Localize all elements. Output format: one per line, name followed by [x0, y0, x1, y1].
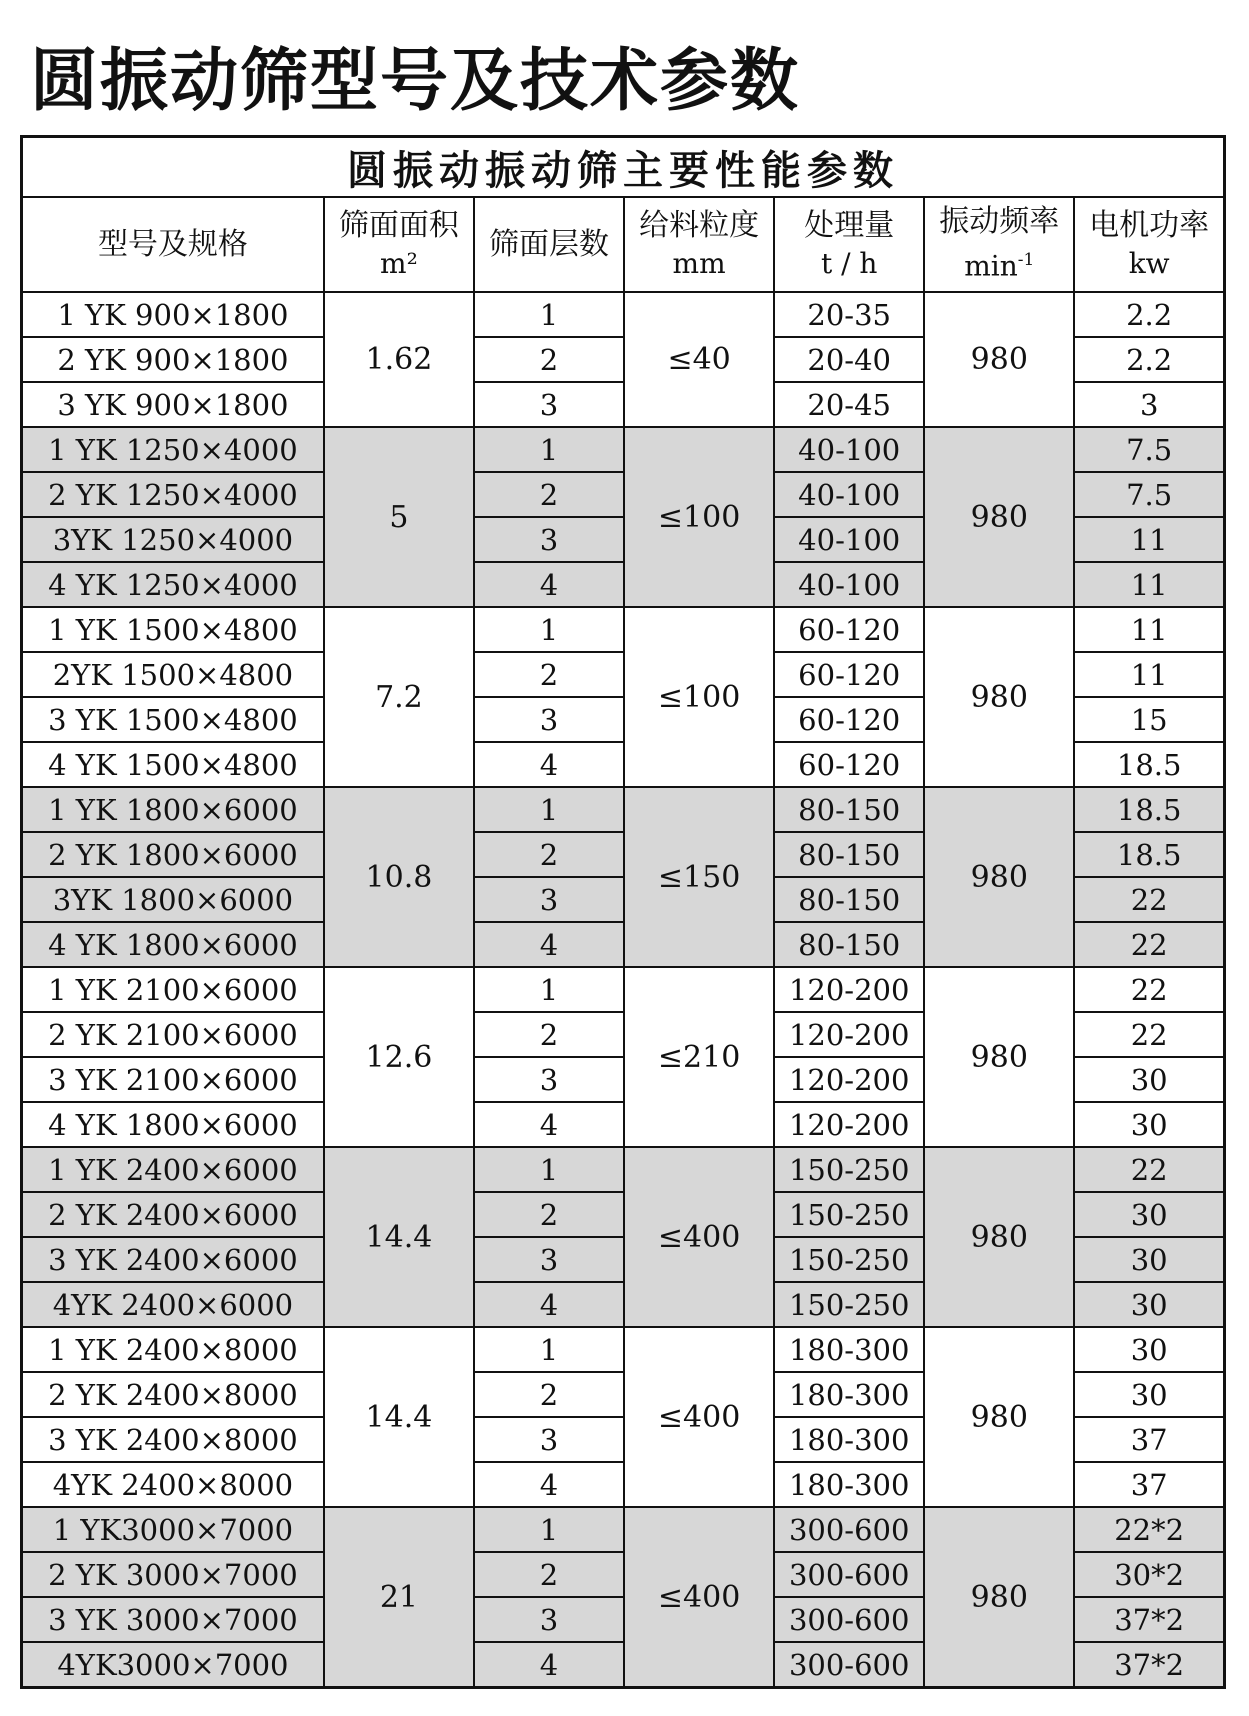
capacity-cell: 80-150 [774, 922, 924, 967]
frequency-cell: 980 [924, 1147, 1074, 1327]
header-power-label: 电机功率 [1089, 207, 1210, 243]
layers-cell: 3 [474, 1597, 624, 1642]
header-power-unit: kw [1128, 246, 1170, 280]
model-cell: 3 YK 1500×4800 [22, 697, 324, 742]
layers-cell: 2 [474, 1372, 624, 1417]
header-model [22, 197, 324, 292]
capacity-cell: 60-120 [774, 742, 924, 787]
feed-size-cell: ≤100 [624, 427, 774, 607]
area-cell: 14.4 [324, 1147, 474, 1327]
layers-cell: 3 [474, 1237, 624, 1282]
layers-cell: 4 [474, 922, 624, 967]
layers-cell: 1 [474, 1327, 624, 1372]
model-cell: 2 YK 1250×4000 [22, 472, 324, 517]
layers-cell: 2 [474, 472, 624, 517]
layers-cell: 3 [474, 697, 624, 742]
layers-cell: 2 [474, 337, 624, 382]
header-power [1074, 197, 1224, 292]
power-cell: 11 [1074, 652, 1224, 697]
header-frequency-unit [925, 241, 1073, 285]
model-cell: 2 YK 2400×6000 [22, 1192, 324, 1237]
power-cell: 30 [1074, 1372, 1224, 1417]
model-cell: 4YK3000×7000 [22, 1642, 324, 1688]
layers-cell: 2 [474, 1012, 624, 1057]
power-cell: 30 [1074, 1282, 1224, 1327]
model-cell: 1 YK3000×7000 [22, 1507, 324, 1552]
power-cell: 22 [1074, 967, 1224, 1012]
model-cell: 3 YK 900×1800 [22, 382, 324, 427]
model-cell: 2 YK 2400×8000 [22, 1372, 324, 1417]
capacity-cell: 40-100 [774, 427, 924, 472]
frequency-cell: 980 [924, 607, 1074, 787]
layers-cell: 3 [474, 877, 624, 922]
table-row [22, 1147, 1225, 1192]
header-feed-label: 给料粒度 [639, 207, 760, 243]
power-cell: 11 [1074, 517, 1224, 562]
layers-cell: 3 [474, 1417, 624, 1462]
capacity-cell: 120-200 [774, 967, 924, 1012]
model-cell: 3YK 1250×4000 [22, 517, 324, 562]
table-row [22, 967, 1225, 1012]
model-cell: 3 YK 3000×7000 [22, 1597, 324, 1642]
power-cell: 3 [1074, 382, 1224, 427]
power-cell: 30*2 [1074, 1552, 1224, 1597]
frequency-cell: 980 [924, 1327, 1074, 1507]
frequency-cell: 980 [924, 427, 1074, 607]
power-cell: 30 [1074, 1237, 1224, 1282]
power-cell: 37 [1074, 1417, 1224, 1462]
capacity-cell: 60-120 [774, 607, 924, 652]
layers-cell: 4 [474, 1462, 624, 1507]
frequency-cell: 980 [924, 967, 1074, 1147]
table-row [22, 292, 1225, 337]
layers-cell: 4 [474, 1642, 624, 1688]
power-cell: 22*2 [1074, 1507, 1224, 1552]
area-cell: 14.4 [324, 1327, 474, 1507]
capacity-cell: 40-100 [774, 517, 924, 562]
feed-size-cell: ≤400 [624, 1507, 774, 1688]
model-cell: 4YK 2400×8000 [22, 1462, 324, 1507]
capacity-cell: 300-600 [774, 1597, 924, 1642]
header-capacity-label: 处理量 [804, 207, 895, 243]
power-cell: 2.2 [1074, 337, 1224, 382]
area-cell: 7.2 [324, 607, 474, 787]
model-cell: 1 YK 2400×6000 [22, 1147, 324, 1192]
model-cell: 4 YK 1800×6000 [22, 922, 324, 967]
layers-cell: 2 [474, 1192, 624, 1237]
header-feed-unit: mm [672, 246, 726, 280]
table-row [22, 787, 1225, 832]
layers-cell: 1 [474, 427, 624, 472]
header-layers [474, 197, 624, 292]
layers-cell: 3 [474, 1057, 624, 1102]
layers-cell: 4 [474, 742, 624, 787]
power-cell: 37*2 [1074, 1642, 1224, 1688]
capacity-cell: 180-300 [774, 1372, 924, 1417]
capacity-cell: 180-300 [774, 1327, 924, 1372]
feed-size-cell: ≤100 [624, 607, 774, 787]
capacity-cell: 20-40 [774, 337, 924, 382]
power-cell: 22 [1074, 922, 1224, 967]
capacity-cell: 150-250 [774, 1192, 924, 1237]
feed-size-cell: ≤210 [624, 967, 774, 1147]
capacity-cell: 180-300 [774, 1462, 924, 1507]
layers-cell: 2 [474, 1552, 624, 1597]
area-cell: 10.8 [324, 787, 474, 967]
capacity-cell: 80-150 [774, 832, 924, 877]
feed-size-cell: ≤400 [624, 1327, 774, 1507]
table-row [22, 1327, 1225, 1372]
model-cell: 1 YK 1500×4800 [22, 607, 324, 652]
layers-cell: 3 [474, 382, 624, 427]
feed-size-cell: ≤40 [624, 292, 774, 427]
frequency-unit-exponent: -1 [1017, 250, 1035, 271]
power-cell: 11 [1074, 562, 1224, 607]
layers-cell: 1 [474, 1507, 624, 1552]
layers-cell: 4 [474, 562, 624, 607]
page-title: 圆振动筛型号及技术参数 [30, 42, 801, 121]
capacity-cell: 120-200 [774, 1057, 924, 1102]
model-cell: 3 YK 2400×6000 [22, 1237, 324, 1282]
area-cell: 12.6 [324, 967, 474, 1147]
capacity-cell: 120-200 [774, 1012, 924, 1057]
frequency-cell: 980 [924, 787, 1074, 967]
model-cell: 3 YK 2100×6000 [22, 1057, 324, 1102]
header-area-label: 筛面面积 [338, 207, 459, 243]
capacity-cell: 40-100 [774, 562, 924, 607]
layers-cell: 1 [474, 1147, 624, 1192]
frequency-cell: 980 [924, 292, 1074, 427]
header-capacity-unit: t / h [820, 246, 878, 280]
layers-cell: 1 [474, 292, 624, 337]
model-cell: 2 YK 3000×7000 [22, 1552, 324, 1597]
model-cell: 2 YK 900×1800 [22, 337, 324, 382]
capacity-cell: 300-600 [774, 1642, 924, 1688]
layers-cell: 4 [474, 1102, 624, 1147]
model-cell: 1 YK 1800×6000 [22, 787, 324, 832]
header-frequency [924, 197, 1074, 292]
area-cell: 21 [324, 1507, 474, 1688]
frequency-cell: 980 [924, 1507, 1074, 1688]
header-feed-size [624, 197, 774, 292]
model-cell: 2YK 1500×4800 [22, 652, 324, 697]
power-cell: 37*2 [1074, 1597, 1224, 1642]
power-cell: 18.5 [1074, 742, 1224, 787]
capacity-cell: 120-200 [774, 1102, 924, 1147]
header-area [324, 197, 474, 292]
power-cell: 30 [1074, 1192, 1224, 1237]
layers-cell: 1 [474, 607, 624, 652]
power-cell: 30 [1074, 1327, 1224, 1372]
spec-table [20, 135, 1226, 1689]
power-cell: 7.5 [1074, 472, 1224, 517]
power-cell: 22 [1074, 1012, 1224, 1057]
header-frequency-label: 振动频率 [939, 204, 1060, 240]
model-cell: 2 YK 1800×6000 [22, 832, 324, 877]
layers-cell: 4 [474, 1282, 624, 1327]
power-cell: 2.2 [1074, 292, 1224, 337]
capacity-cell: 20-35 [774, 292, 924, 337]
frequency-unit-base: min [964, 249, 1018, 283]
capacity-cell: 180-300 [774, 1417, 924, 1462]
area-cell: 1.62 [324, 292, 474, 427]
power-cell: 22 [1074, 1147, 1224, 1192]
power-cell: 15 [1074, 697, 1224, 742]
model-cell: 4 YK 1800×6000 [22, 1102, 324, 1147]
model-cell: 4 YK 1250×4000 [22, 562, 324, 607]
header-model-label: 型号及规格 [97, 226, 248, 262]
model-cell: 3 YK 2400×8000 [22, 1417, 324, 1462]
table-row [22, 1507, 1225, 1552]
model-cell: 1 YK 2100×6000 [22, 967, 324, 1012]
table-caption: 圆振动振动筛主要性能参数 [22, 137, 1225, 198]
capacity-cell: 80-150 [774, 787, 924, 832]
capacity-cell: 20-45 [774, 382, 924, 427]
power-cell: 30 [1074, 1102, 1224, 1147]
capacity-cell: 300-600 [774, 1552, 924, 1597]
model-cell: 3YK 1800×6000 [22, 877, 324, 922]
capacity-cell: 60-120 [774, 697, 924, 742]
layers-cell: 2 [474, 652, 624, 697]
power-cell: 7.5 [1074, 427, 1224, 472]
header-layers-label: 筛面层数 [489, 226, 610, 262]
power-cell: 30 [1074, 1057, 1224, 1102]
power-cell: 18.5 [1074, 832, 1224, 877]
layers-cell: 1 [474, 967, 624, 1012]
capacity-cell: 40-100 [774, 472, 924, 517]
table-row [22, 607, 1225, 652]
capacity-cell: 300-600 [774, 1507, 924, 1552]
capacity-cell: 150-250 [774, 1147, 924, 1192]
layers-cell: 3 [474, 517, 624, 562]
layers-cell: 1 [474, 787, 624, 832]
feed-size-cell: ≤400 [624, 1147, 774, 1327]
capacity-cell: 150-250 [774, 1282, 924, 1327]
header-capacity [774, 197, 924, 292]
model-cell: 4YK 2400×6000 [22, 1282, 324, 1327]
power-cell: 22 [1074, 877, 1224, 922]
feed-size-cell: ≤150 [624, 787, 774, 967]
model-cell: 1 YK 1250×4000 [22, 427, 324, 472]
capacity-cell: 60-120 [774, 652, 924, 697]
model-cell: 1 YK 2400×8000 [22, 1327, 324, 1372]
power-cell: 37 [1074, 1462, 1224, 1507]
layers-cell: 2 [474, 832, 624, 877]
table-row [22, 427, 1225, 472]
header-area-unit: m² [380, 246, 418, 280]
model-cell: 1 YK 900×1800 [22, 292, 324, 337]
capacity-cell: 150-250 [774, 1237, 924, 1282]
model-cell: 4 YK 1500×4800 [22, 742, 324, 787]
area-cell: 5 [324, 427, 474, 607]
power-cell: 11 [1074, 607, 1224, 652]
model-cell: 2 YK 2100×6000 [22, 1012, 324, 1057]
power-cell: 18.5 [1074, 787, 1224, 832]
capacity-cell: 80-150 [774, 877, 924, 922]
spec-table-body [22, 292, 1225, 1688]
